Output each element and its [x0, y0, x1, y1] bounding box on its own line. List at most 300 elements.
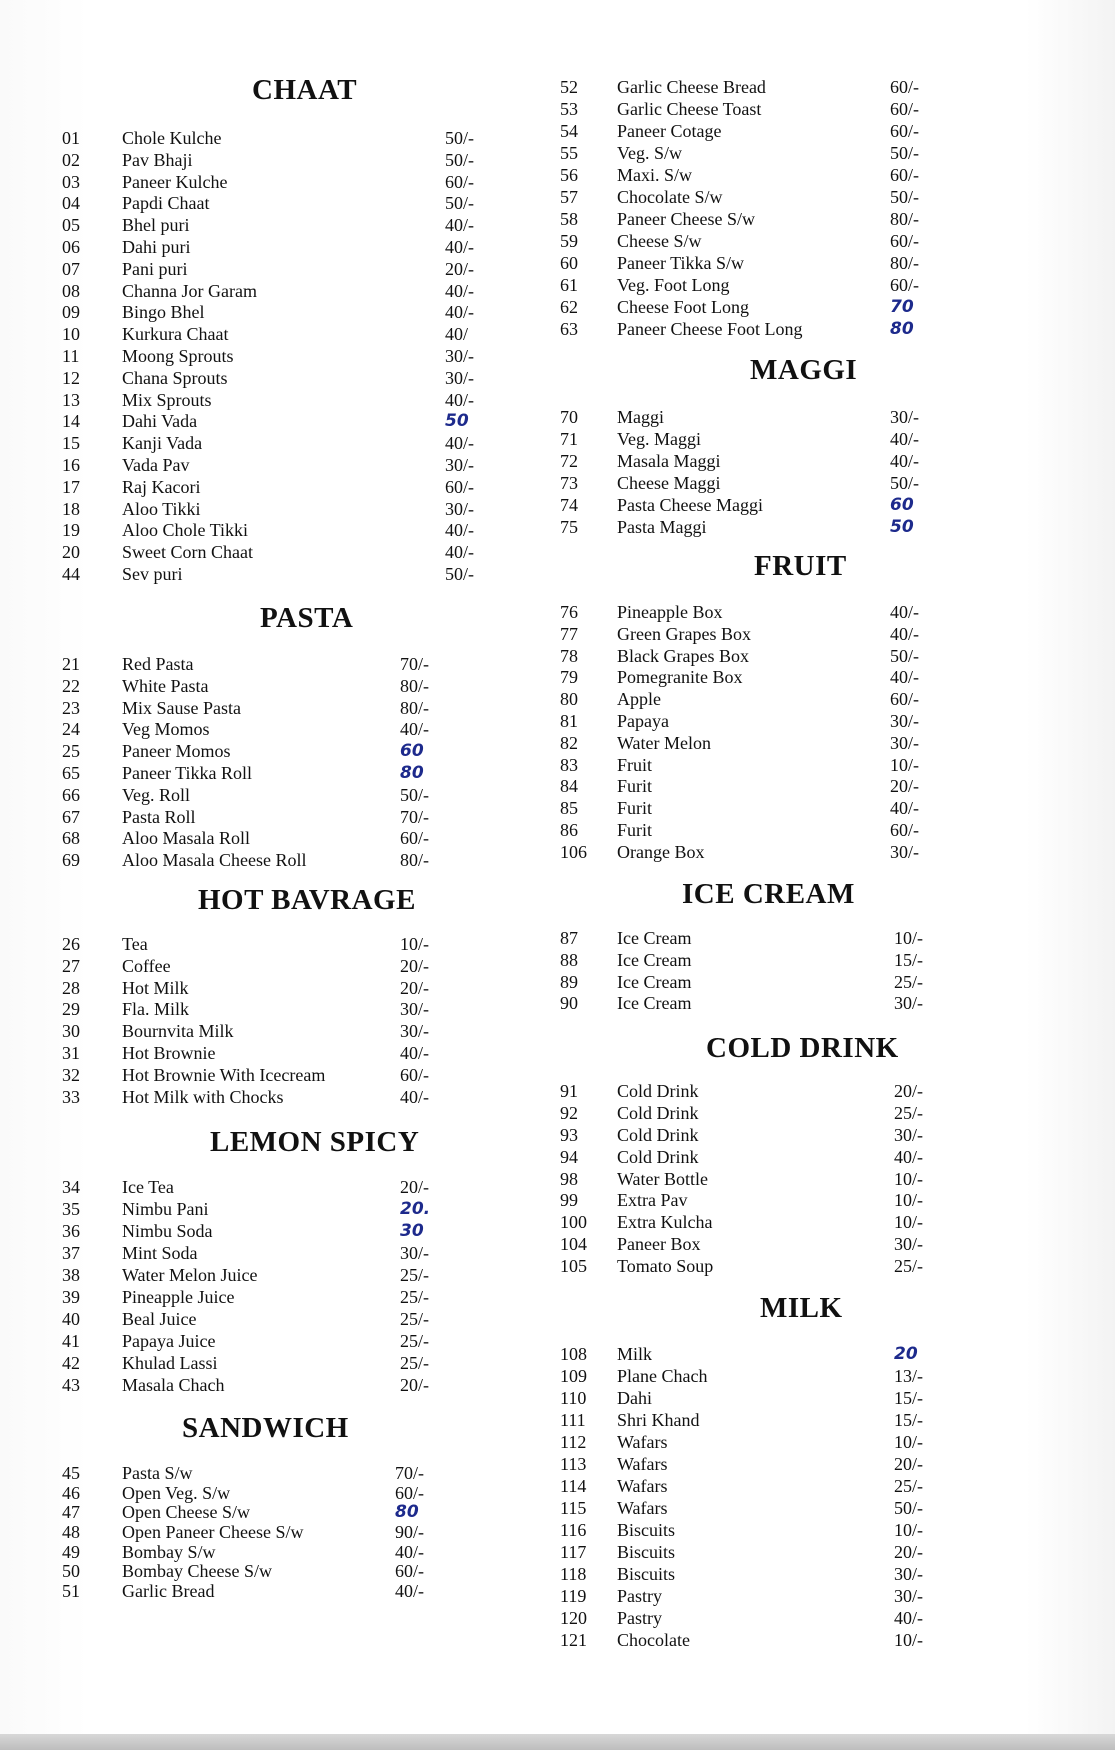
item-price: 30/-	[400, 1021, 429, 1042]
item-number: 35	[62, 1199, 80, 1219]
item-price: 60/-	[395, 1482, 424, 1503]
menu-item	[550, 1387, 960, 1409]
menu-item	[50, 956, 505, 978]
menu-item	[550, 993, 960, 1015]
item-number: 27	[62, 955, 80, 976]
item-name: Bournvita Milk	[122, 1021, 234, 1042]
menu-item	[550, 689, 960, 711]
item-number: 57	[560, 187, 578, 207]
item-list	[550, 602, 960, 864]
menu-item	[50, 1198, 505, 1220]
item-name: Masala Chach	[122, 1375, 225, 1395]
item-price: 30	[400, 1221, 424, 1241]
item-name: Wafars	[617, 1454, 668, 1474]
menu-item	[50, 785, 505, 807]
item-name: Open Veg. S/w	[122, 1482, 231, 1503]
item-name: Garlic Cheese Toast	[617, 99, 762, 119]
item-number: 06	[62, 236, 80, 257]
item-name: Open Paneer Cheese S/w	[122, 1522, 304, 1543]
section-lemon-spicy	[50, 1124, 505, 1395]
item-price: 60	[400, 741, 424, 762]
item-number: 54	[560, 121, 578, 141]
item-list	[50, 1464, 505, 1602]
item-name: Wafars	[617, 1432, 668, 1452]
menu-item	[550, 1147, 960, 1169]
item-price: 30/-	[894, 1564, 923, 1584]
item-price: 20/-	[400, 1177, 429, 1197]
menu-item	[50, 193, 505, 215]
item-number: 46	[62, 1482, 80, 1503]
item-number: 76	[560, 602, 578, 622]
menu-item	[550, 1497, 960, 1519]
item-name: Dahi	[617, 1388, 652, 1408]
item-number: 52	[560, 77, 578, 97]
item-number: 100	[560, 1212, 587, 1233]
item-price: 10/-	[400, 934, 429, 954]
item-number: 92	[560, 1102, 578, 1123]
menu-item	[550, 318, 960, 340]
section-title-milk: MILK	[760, 1292, 843, 1324]
item-number: 37	[62, 1243, 80, 1263]
item-number: 80	[560, 689, 578, 710]
item-list	[50, 654, 505, 872]
menu-item	[50, 455, 505, 477]
item-price: 10/-	[894, 1432, 923, 1452]
item-name: Biscuits	[617, 1520, 676, 1540]
menu-item	[550, 450, 960, 472]
item-number: 18	[62, 498, 80, 519]
item-price: 60/-	[890, 275, 919, 295]
item-name: Pastry	[617, 1608, 662, 1628]
menu-item	[50, 281, 505, 303]
menu-item	[50, 520, 505, 542]
item-number: 68	[62, 828, 80, 849]
item-name: Maxi. S/w	[617, 165, 693, 185]
item-number: 119	[560, 1586, 587, 1606]
item-name: Hot Brownie	[122, 1042, 216, 1063]
item-number: 14	[62, 411, 80, 432]
item-name: Extra Pav	[617, 1190, 688, 1211]
item-price: 40/-	[890, 429, 919, 449]
menu-item	[50, 807, 505, 829]
item-name: Sev puri	[122, 563, 183, 584]
item-list	[550, 928, 960, 1015]
item-number: 87	[560, 928, 578, 948]
item-name: Raj Kacori	[122, 476, 201, 497]
item-price: 10/-	[890, 754, 919, 775]
item-name: Water Melon	[617, 732, 712, 753]
item-number: 75	[560, 517, 578, 537]
item-number: 111	[560, 1410, 586, 1430]
menu-item	[50, 1021, 505, 1043]
menu-item	[550, 274, 960, 296]
item-price: 30/-	[445, 498, 474, 519]
menu-item	[550, 494, 960, 516]
item-name: Plane Chach	[617, 1366, 708, 1386]
item-name: Beal Juice	[122, 1309, 197, 1329]
menu-item	[50, 1286, 505, 1308]
item-price: 10/-	[894, 1168, 923, 1189]
item-name: Aloo Masala Roll	[122, 828, 250, 849]
section-title-sandwich: SANDWICH	[182, 1412, 349, 1444]
item-price: 60/-	[890, 99, 919, 119]
item-number: 67	[62, 806, 80, 827]
item-name: Veg. Roll	[122, 784, 191, 805]
item-number: 86	[560, 819, 578, 840]
menu-item	[50, 542, 505, 564]
item-number: 115	[560, 1498, 587, 1518]
item-price: 40/-	[890, 623, 919, 644]
item-price: 10/-	[894, 1212, 923, 1233]
item-price: 30/-	[894, 1586, 923, 1606]
item-number: 45	[62, 1463, 80, 1483]
item-name: Paneer Momos	[122, 741, 231, 762]
item-number: 56	[560, 165, 578, 185]
item-price: 40/-	[445, 215, 474, 236]
section-fruit	[550, 548, 960, 862]
item-name: Pomegranite Box	[617, 667, 743, 688]
item-number: 34	[62, 1177, 80, 1197]
item-number: 31	[62, 1042, 80, 1063]
menu-item	[50, 1562, 505, 1582]
item-price: 25/-	[400, 1331, 429, 1351]
item-price: 80/-	[400, 675, 429, 696]
item-price: 50/-	[445, 563, 474, 584]
item-number: 50	[62, 1561, 80, 1582]
item-name: Veg. S/w	[617, 143, 683, 163]
menu-item	[550, 208, 960, 230]
menu-item	[550, 186, 960, 208]
item-number: 24	[62, 719, 80, 740]
item-price: 30/-	[445, 345, 474, 366]
item-name: Open Cheese S/w	[122, 1502, 250, 1523]
menu-item	[550, 646, 960, 668]
item-list	[550, 1081, 960, 1278]
item-price: 30/-	[445, 367, 474, 388]
item-price: 15/-	[894, 1388, 923, 1408]
item-price: 60/-	[445, 476, 474, 497]
item-price: 40/-	[890, 451, 919, 471]
item-name: Ice Cream	[617, 971, 692, 992]
item-price: 40/-	[400, 1042, 429, 1063]
menu-item	[50, 763, 505, 785]
item-number: 23	[62, 697, 80, 718]
item-name: Apple	[617, 689, 661, 710]
item-price: 10/-	[894, 1520, 923, 1540]
item-number: 70	[560, 407, 578, 427]
item-number: 79	[560, 667, 578, 688]
menu-item	[550, 428, 960, 450]
item-name: Hot Brownie With Icecream	[122, 1064, 326, 1085]
item-number: 16	[62, 454, 80, 475]
item-name: Ice Cream	[617, 949, 692, 970]
section-milk	[550, 1290, 960, 1650]
menu-item	[550, 928, 960, 950]
item-number: 20	[62, 542, 80, 563]
item-price: 40/-	[890, 798, 919, 819]
menu-item	[550, 1169, 960, 1191]
item-price: 50/-	[890, 143, 919, 163]
item-name: Shri Khand	[617, 1410, 700, 1430]
menu-item	[550, 1103, 960, 1125]
item-name: Aloo Tikki	[122, 498, 201, 519]
item-name: Biscuits	[617, 1542, 676, 1562]
item-number: 85	[560, 798, 578, 819]
item-name: Cold Drink	[617, 1081, 699, 1101]
item-price: 13/-	[894, 1366, 923, 1386]
menu-item	[50, 676, 505, 698]
section-title-fruit: FRUIT	[754, 550, 847, 582]
item-price: 40/	[445, 324, 469, 345]
item-name: Ice Tea	[122, 1177, 174, 1197]
section-pasta	[50, 600, 505, 871]
item-name: Papaya	[617, 710, 669, 731]
menu-item	[550, 776, 960, 798]
item-price: 10/-	[894, 1190, 923, 1211]
item-price: 15/-	[894, 949, 923, 970]
item-price: 20/-	[445, 258, 474, 279]
item-name: Extra Kulcha	[617, 1212, 713, 1233]
item-number: 01	[62, 128, 80, 148]
item-price: 50/-	[445, 149, 474, 170]
item-name: Ice Cream	[617, 928, 692, 948]
item-price: 50/-	[890, 645, 919, 666]
item-number: 42	[62, 1353, 80, 1373]
item-number: 53	[560, 99, 578, 119]
item-name: Papaya Juice	[122, 1331, 216, 1351]
menu-item	[550, 76, 960, 98]
menu-item	[50, 1484, 505, 1504]
item-name: Paneer Tikka S/w	[617, 253, 745, 273]
menu-item	[550, 667, 960, 689]
item-price: 40/-	[445, 433, 474, 454]
item-name: Pasta Maggi	[617, 517, 707, 537]
item-name: Milk	[617, 1344, 653, 1364]
item-name: Green Grapes Box	[617, 623, 751, 644]
item-name: Wafars	[617, 1498, 668, 1518]
item-name: Black Grapes Box	[617, 645, 749, 666]
item-name: Hot Milk	[122, 977, 189, 998]
item-list	[50, 1176, 505, 1396]
item-price: 20.	[400, 1199, 431, 1219]
item-price: 40/-	[894, 1608, 923, 1628]
item-name: Pasta Roll	[122, 806, 196, 827]
item-number: 38	[62, 1265, 80, 1285]
menu-item	[50, 741, 505, 763]
menu-item	[50, 390, 505, 412]
menu-item	[550, 1475, 960, 1497]
item-number: 15	[62, 433, 80, 454]
item-price: 30/-	[890, 710, 919, 731]
menu-item	[50, 477, 505, 499]
menu-item	[50, 1264, 505, 1286]
item-price: 40/-	[890, 667, 919, 688]
item-number: 112	[560, 1432, 587, 1452]
item-price: 20/-	[400, 977, 429, 998]
menu-item	[50, 150, 505, 172]
menu-item	[50, 828, 505, 850]
item-number: 39	[62, 1287, 80, 1307]
menu-item	[550, 296, 960, 318]
item-number: 91	[560, 1081, 578, 1101]
item-number: 25	[62, 741, 80, 762]
section-title-chaat: CHAAT	[252, 74, 358, 106]
item-price: 80	[890, 319, 914, 339]
menu-item	[50, 128, 505, 150]
item-name: Aloo Masala Cheese Roll	[122, 850, 307, 871]
item-price: 80/-	[400, 850, 429, 871]
item-price: 40/-	[445, 542, 474, 563]
item-price: 60/-	[400, 1064, 429, 1085]
item-list	[50, 934, 505, 1108]
menu-item	[50, 719, 505, 741]
item-number: 07	[62, 258, 80, 279]
item-price: 50/-	[445, 193, 474, 214]
menu-item	[550, 1256, 960, 1278]
item-number: 105	[560, 1256, 587, 1277]
item-price: 10/-	[894, 1630, 923, 1650]
item-number: 58	[560, 209, 578, 229]
item-name: Veg. Maggi	[617, 429, 701, 449]
item-number: 08	[62, 280, 80, 301]
item-name: Pav Bhaji	[122, 149, 193, 170]
item-number: 32	[62, 1064, 80, 1085]
item-name: Furit	[617, 776, 653, 797]
menu-item	[550, 798, 960, 820]
item-price: 60	[890, 495, 914, 515]
item-name: Sweet Corn Chaat	[122, 542, 253, 563]
item-price: 25/-	[894, 1476, 923, 1496]
section-title-pasta: PASTA	[260, 602, 354, 634]
item-name: Pasta S/w	[122, 1463, 193, 1483]
menu-item	[50, 1352, 505, 1374]
menu-item	[50, 433, 505, 455]
item-number: 62	[560, 297, 578, 317]
menu-item	[550, 1563, 960, 1585]
item-number: 104	[560, 1234, 587, 1255]
item-number: 93	[560, 1124, 578, 1145]
item-name: Cold Drink	[617, 1102, 699, 1123]
menu-item	[50, 1176, 505, 1198]
item-price: 70	[890, 297, 914, 317]
item-number: 94	[560, 1146, 578, 1167]
menu-item	[550, 1585, 960, 1607]
item-name: Bingo Bhel	[122, 302, 205, 323]
item-number: 69	[62, 850, 80, 871]
item-name: Paneer Cheese Foot Long	[617, 319, 803, 339]
item-number: 72	[560, 451, 578, 471]
item-name: Mint Soda	[122, 1243, 198, 1263]
item-price: 60/-	[890, 819, 919, 840]
item-name: Orange Box	[617, 841, 705, 862]
item-price: 40/-	[445, 236, 474, 257]
menu-item	[550, 733, 960, 755]
menu-item	[50, 302, 505, 324]
item-price: 25/-	[400, 1353, 429, 1373]
item-price: 80	[395, 1502, 419, 1523]
item-number: 30	[62, 1021, 80, 1042]
item-number: 116	[560, 1520, 587, 1540]
menu-item	[50, 934, 505, 956]
item-name: Maggi	[617, 407, 664, 427]
item-price: 70/-	[400, 806, 429, 827]
item-price: 40/-	[894, 1146, 923, 1167]
item-price: 30/-	[445, 454, 474, 475]
menu-item	[50, 1087, 505, 1109]
section-title-maggi: MAGGI	[750, 354, 858, 386]
menu-item	[550, 252, 960, 274]
menu-item	[550, 120, 960, 142]
item-name: Bombay S/w	[122, 1541, 216, 1562]
item-price: 40/-	[395, 1581, 424, 1602]
item-number: 109	[560, 1366, 587, 1386]
item-price: 40/-	[445, 389, 474, 410]
item-name: Ice Cream	[617, 993, 692, 1014]
item-number: 88	[560, 949, 578, 970]
menu-item	[50, 1065, 505, 1087]
item-name: Garlic Bread	[122, 1581, 215, 1602]
item-price: 20/-	[894, 1542, 923, 1562]
item-number: 113	[560, 1454, 587, 1474]
item-price: 25/-	[894, 1102, 923, 1123]
item-name: Water Melon Juice	[122, 1265, 258, 1285]
item-number: 118	[560, 1564, 587, 1584]
item-price: 25/-	[400, 1265, 429, 1285]
item-name: Dahi Vada	[122, 411, 198, 432]
section-sandwich	[50, 1410, 505, 1602]
menu-item	[550, 1541, 960, 1563]
item-number: 117	[560, 1542, 587, 1562]
item-name: Veg Momos	[122, 719, 210, 740]
item-name: Veg. Foot Long	[617, 275, 730, 295]
item-number: 12	[62, 367, 80, 388]
item-price: 20/-	[894, 1081, 923, 1101]
item-number: 74	[560, 495, 578, 515]
menu-item	[50, 1242, 505, 1264]
menu-item	[550, 1519, 960, 1541]
menu-item	[50, 346, 505, 368]
menu-item	[550, 1234, 960, 1256]
menu-item	[550, 406, 960, 428]
item-number: 121	[560, 1630, 587, 1650]
item-number: 73	[560, 473, 578, 493]
menu-item	[550, 1607, 960, 1629]
menu-item	[550, 1365, 960, 1387]
item-name: Aloo Chole Tikki	[122, 520, 249, 541]
menu-item	[50, 1582, 505, 1602]
item-number: 84	[560, 776, 578, 797]
item-price: 15/-	[894, 1410, 923, 1430]
menu-item	[550, 230, 960, 252]
item-price: 80/-	[400, 697, 429, 718]
item-name: Cheese Foot Long	[617, 297, 749, 317]
item-price: 25/-	[894, 1256, 923, 1277]
menu-item	[50, 850, 505, 872]
item-name: Hot Milk with Chocks	[122, 1086, 284, 1107]
item-name: Cold Drink	[617, 1124, 699, 1145]
item-price: 50/-	[890, 187, 919, 207]
item-price: 40/-	[445, 520, 474, 541]
item-name: Pineapple Juice	[122, 1287, 235, 1307]
item-price: 20/-	[890, 776, 919, 797]
item-name: Pani puri	[122, 258, 188, 279]
item-price: 30/-	[400, 999, 429, 1020]
section-cold-drink	[550, 1030, 960, 1277]
item-price: 60/-	[890, 77, 919, 97]
item-price: 60/-	[400, 828, 429, 849]
menu-item	[50, 698, 505, 720]
menu-item	[550, 820, 960, 842]
